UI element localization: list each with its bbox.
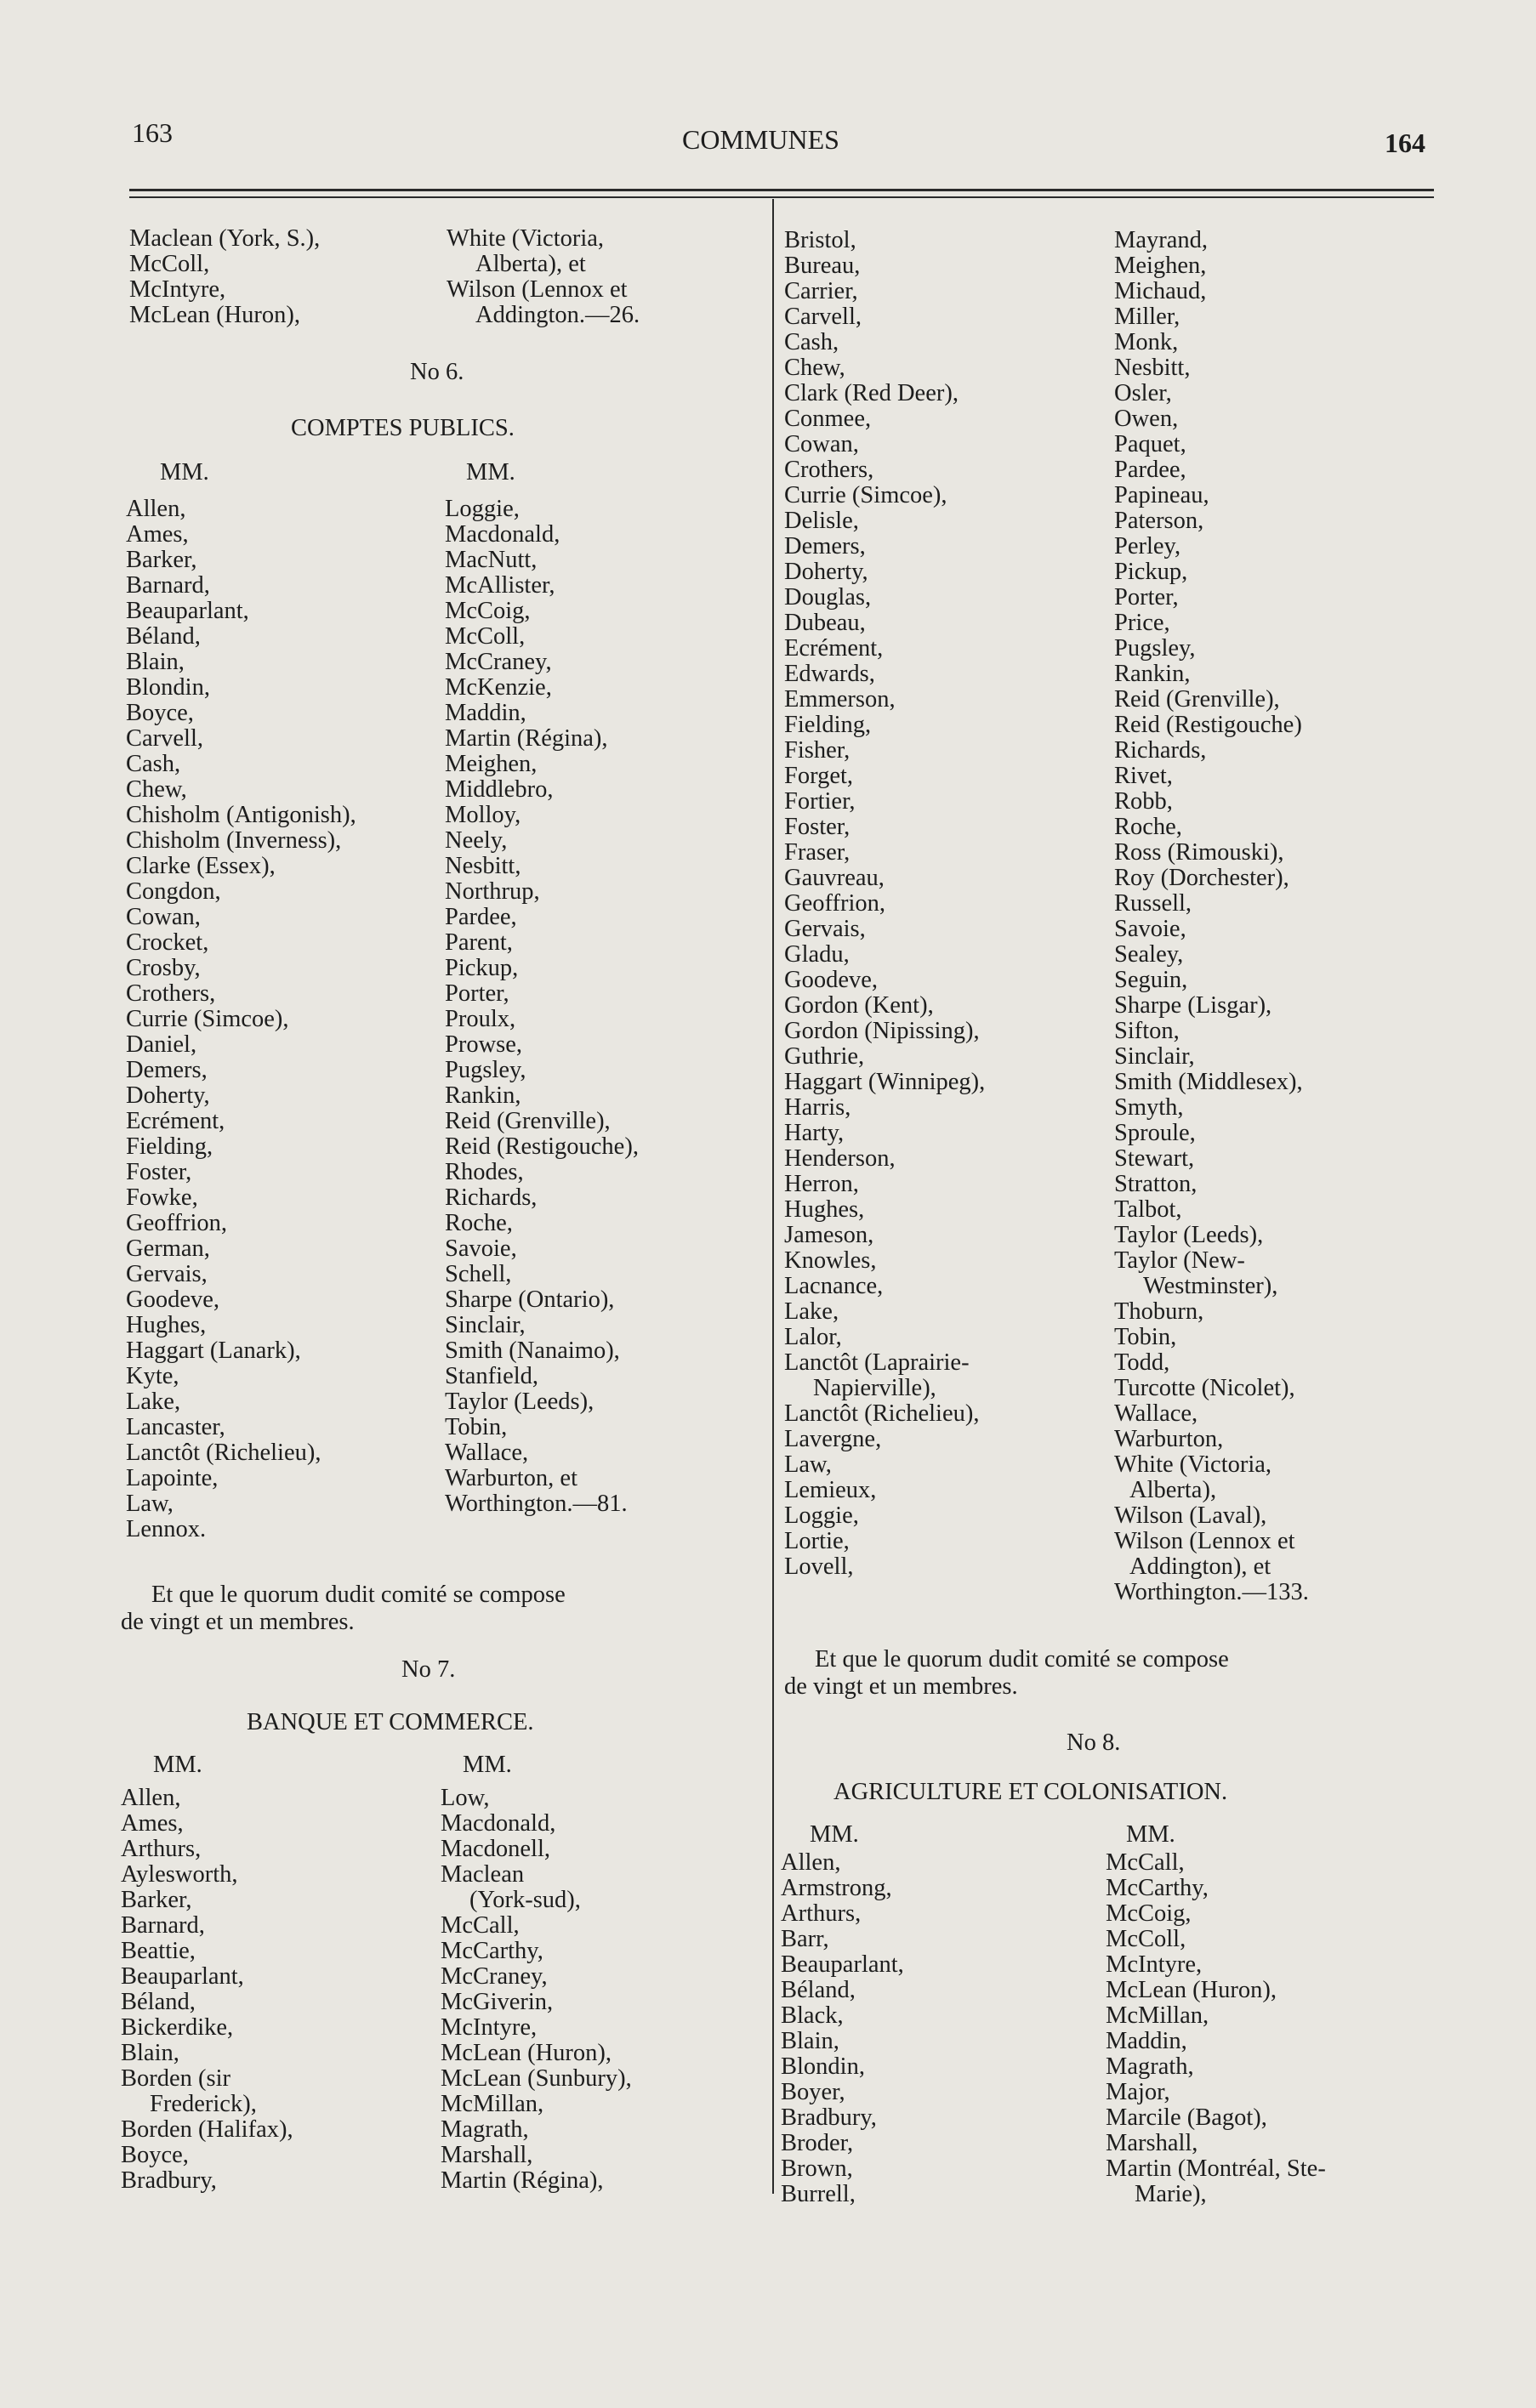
- member-name: Cash,: [784, 329, 839, 355]
- committee-title-7: BANQUE ET COMMERCE.: [247, 1709, 534, 1735]
- member-name: Fisher,: [784, 737, 850, 764]
- member-name: Delisle,: [784, 508, 859, 534]
- member-name: Hughes,: [126, 1312, 207, 1338]
- member-name: Rankin,: [445, 1082, 521, 1109]
- member-name: Fielding,: [784, 712, 872, 738]
- member-name: McCoig,: [445, 598, 531, 624]
- member-name: Taylor (Leeds),: [1114, 1222, 1264, 1248]
- member-name: Ecrément,: [784, 635, 884, 662]
- committee-number-6: No 6.: [410, 359, 464, 385]
- member-name: Lacnance,: [784, 1273, 884, 1299]
- member-name: Roche,: [445, 1210, 513, 1236]
- member-name: Talbot,: [1114, 1196, 1182, 1223]
- mm-heading: MM.: [810, 1821, 859, 1848]
- member-name: Marshall,: [1106, 2130, 1198, 2156]
- member-name: Brown,: [781, 2155, 853, 2182]
- member-name: Lovell,: [784, 1553, 854, 1580]
- member-name: Fowke,: [126, 1184, 198, 1211]
- member-name: Lortie,: [784, 1528, 850, 1554]
- member-name: Doherty,: [784, 559, 868, 585]
- member-name: Wilson (Lennox et: [447, 276, 628, 303]
- member-name: Wallace,: [445, 1440, 529, 1466]
- member-name: Chisholm (Antigonish),: [126, 802, 356, 828]
- member-name: Beattie,: [121, 1938, 196, 1964]
- member-name: Warburton, et: [445, 1465, 577, 1491]
- member-name: Pugsley,: [445, 1057, 526, 1083]
- committee-8-list-left: [781, 1850, 904, 2207]
- member-name: Paquet,: [1114, 431, 1186, 457]
- member-name: Owen,: [1114, 406, 1179, 432]
- member-name: Paterson,: [1114, 508, 1204, 534]
- member-name: Loggie,: [784, 1502, 859, 1529]
- member-name: Taylor (New-: [1114, 1247, 1245, 1274]
- member-name: Beauparlant,: [781, 1951, 904, 1978]
- page-number-left: 163: [132, 117, 173, 148]
- member-name: Foster,: [126, 1159, 192, 1185]
- member-name: McCarthy,: [441, 1938, 543, 1964]
- member-name: Proulx,: [445, 1006, 516, 1032]
- member-name: Béland,: [121, 1989, 196, 2015]
- committee-number-7: No 7.: [401, 1656, 456, 1683]
- member-name: Reid (Restigouche): [1114, 712, 1302, 738]
- continued-list-left: [129, 226, 320, 328]
- member-name: Barnard,: [126, 572, 210, 599]
- member-name: Martin (Régina),: [445, 725, 608, 752]
- member-name: McColl,: [445, 623, 526, 650]
- quorum-line: de vingt et un membres.: [784, 1673, 1018, 1700]
- member-name: Edwards,: [784, 661, 875, 687]
- member-name: Osler,: [1114, 380, 1172, 406]
- member-name: Herron,: [784, 1171, 859, 1197]
- member-name: Borden (Halifax),: [121, 2116, 293, 2143]
- member-name: Miller,: [1114, 304, 1180, 330]
- member-name: Haggart (Lanark),: [126, 1337, 301, 1364]
- member-name: Jameson,: [784, 1222, 874, 1248]
- member-name: Westminster),: [1143, 1273, 1278, 1299]
- member-name: Blondin,: [781, 2053, 865, 2080]
- member-name: McCall,: [441, 1912, 520, 1939]
- member-name: Haggart (Winnipeg),: [784, 1069, 986, 1095]
- member-name: Dubeau,: [784, 610, 866, 636]
- member-name: Ross (Rimouski),: [1114, 839, 1284, 866]
- member-name: Crothers,: [126, 980, 216, 1007]
- member-name: Taylor (Leeds),: [445, 1389, 594, 1415]
- member-name: McLean (Huron),: [1106, 1977, 1277, 2003]
- member-name: Schell,: [445, 1261, 512, 1287]
- member-name: McMillan,: [441, 2091, 544, 2117]
- member-name: McLean (Sunbury),: [441, 2065, 632, 2092]
- member-name: Addington), et: [1129, 1553, 1271, 1580]
- member-name: Lake,: [126, 1389, 181, 1415]
- member-name: Bickerdike,: [121, 2014, 234, 2041]
- member-name: Pickup,: [445, 955, 519, 981]
- mm-heading: MM.: [466, 459, 515, 486]
- member-name: McLean (Huron),: [129, 302, 301, 328]
- committee-6-list-right: [445, 497, 639, 1517]
- member-name: Monk,: [1114, 329, 1179, 355]
- member-name: Gordon (Nipissing),: [784, 1018, 980, 1044]
- member-name: Arthurs,: [121, 1836, 202, 1862]
- member-name: Lalor,: [784, 1324, 842, 1350]
- member-name: Blain,: [781, 2028, 839, 2054]
- member-name: Gervais,: [126, 1261, 208, 1287]
- member-name: Béland,: [781, 1977, 856, 2003]
- member-name: Lemieux,: [784, 1477, 877, 1503]
- member-name: Gordon (Kent),: [784, 992, 934, 1019]
- member-name: Barnard,: [121, 1912, 205, 1939]
- continued-list-left-col2: [784, 228, 985, 1580]
- member-name: Marie),: [1135, 2181, 1207, 2207]
- member-name: Low,: [441, 1785, 490, 1811]
- member-name: Meighen,: [1114, 253, 1207, 279]
- quorum-line: de vingt et un membres.: [121, 1609, 355, 1635]
- member-name: Douglas,: [784, 584, 872, 611]
- member-name: Lanctôt (Laprairie-: [784, 1349, 970, 1376]
- member-name: Smyth,: [1114, 1094, 1184, 1121]
- member-name: Worthington.—81.: [445, 1491, 628, 1517]
- member-name: (York-sud),: [469, 1887, 581, 1913]
- member-name: Sealey,: [1114, 941, 1184, 968]
- member-name: Chisholm (Inverness),: [126, 827, 342, 854]
- member-name: Gervais,: [784, 916, 866, 942]
- committee-8-list-right: [1106, 1850, 1326, 2207]
- member-name: McCall,: [1106, 1849, 1185, 1876]
- member-name: Worthington.—133.: [1114, 1579, 1309, 1605]
- member-name: Reid (Grenville),: [445, 1108, 611, 1134]
- member-name: McKenzie,: [445, 674, 552, 701]
- member-name: Carvell,: [126, 725, 204, 752]
- member-name: Currie (Simcoe),: [126, 1006, 289, 1032]
- member-name: Wilson (Lennox et: [1114, 1528, 1295, 1554]
- member-name: Smith (Nanaimo),: [445, 1337, 620, 1364]
- member-name: McIntyre,: [441, 2014, 538, 2041]
- committee-title-6: COMPTES PUBLICS.: [291, 415, 515, 441]
- member-name: Kyte,: [126, 1363, 179, 1389]
- member-name: Rivet,: [1114, 763, 1173, 789]
- member-name: Doherty,: [126, 1082, 210, 1109]
- member-name: Harty,: [784, 1120, 845, 1146]
- member-name: Clark (Red Deer),: [784, 380, 959, 406]
- member-name: Boyer,: [781, 2079, 845, 2105]
- member-name: Knowles,: [784, 1247, 877, 1274]
- member-name: Béland,: [126, 623, 201, 650]
- member-name: Harris,: [784, 1094, 851, 1121]
- member-name: White (Victoria,: [447, 225, 605, 252]
- member-name: Robb,: [1114, 788, 1173, 815]
- member-name: Bradbury,: [121, 2167, 217, 2194]
- member-name: Demers,: [126, 1057, 208, 1083]
- member-name: Carvell,: [784, 304, 862, 330]
- member-name: Roche,: [1114, 814, 1182, 840]
- member-name: Meighen,: [445, 751, 538, 777]
- member-name: Sproule,: [1114, 1120, 1196, 1146]
- member-name: Maclean: [441, 1861, 525, 1888]
- quorum-line: Et que le quorum dudit comité se compose: [815, 1646, 1229, 1673]
- member-name: Armstrong,: [781, 1875, 892, 1901]
- member-name: McColl,: [1106, 1926, 1186, 1952]
- quorum-paragraph-6: [121, 1582, 764, 1636]
- member-name: McAllister,: [445, 572, 555, 599]
- member-name: McMillan,: [1106, 2002, 1209, 2029]
- member-name: German,: [126, 1235, 210, 1262]
- header-rule-bottom: [129, 196, 1434, 198]
- member-name: Burrell,: [781, 2181, 856, 2207]
- member-name: Mayrand,: [1114, 227, 1209, 253]
- member-name: Ames,: [121, 1810, 184, 1837]
- member-name: McColl,: [129, 251, 210, 277]
- member-name: Michaud,: [1114, 278, 1207, 304]
- member-name: Borden (sir: [121, 2065, 231, 2092]
- member-name: Wilson (Laval),: [1114, 1502, 1267, 1529]
- member-name: McIntyre,: [1106, 1951, 1203, 1978]
- member-name: Barker,: [126, 547, 197, 573]
- member-name: Sharpe (Ontario),: [445, 1286, 615, 1313]
- member-name: Fortier,: [784, 788, 856, 815]
- member-name: Bradbury,: [781, 2104, 877, 2131]
- member-name: Sharpe (Lisgar),: [1114, 992, 1272, 1019]
- member-name: Gladu,: [784, 941, 850, 968]
- committee-number-8: No 8.: [1067, 1729, 1121, 1756]
- member-name: Bureau,: [784, 253, 861, 279]
- mm-heading: MM.: [153, 1752, 202, 1778]
- member-name: Tobin,: [1114, 1324, 1177, 1350]
- member-name: MacNutt,: [445, 547, 538, 573]
- member-name: Napierville),: [813, 1375, 936, 1401]
- member-name: Congdon,: [126, 878, 221, 905]
- member-name: Papineau,: [1114, 482, 1209, 508]
- member-name: Sinclair,: [445, 1312, 526, 1338]
- member-name: Stanfield,: [445, 1363, 539, 1389]
- member-name: Currie (Simcoe),: [784, 482, 947, 508]
- member-name: Sifton,: [1114, 1018, 1180, 1044]
- member-name: Broder,: [781, 2130, 854, 2156]
- member-name: Maclean (York, S.),: [129, 225, 321, 252]
- member-name: Neely,: [445, 827, 508, 854]
- member-name: Perley,: [1114, 533, 1181, 559]
- member-name: Allen,: [781, 1849, 841, 1876]
- member-name: Cash,: [126, 751, 181, 777]
- member-name: Pugsley,: [1114, 635, 1196, 662]
- member-name: Law,: [784, 1451, 832, 1478]
- member-name: Chew,: [784, 355, 845, 381]
- continued-list-right-col2: [1114, 228, 1309, 1605]
- member-name: Foster,: [784, 814, 850, 840]
- member-name: Maddin,: [445, 700, 526, 726]
- member-name: Addington.—26.: [475, 302, 640, 328]
- member-name: Carrier,: [784, 278, 858, 304]
- member-name: Major,: [1106, 2079, 1170, 2105]
- member-name: Alberta),: [1129, 1477, 1217, 1503]
- member-name: Macdonald,: [441, 1810, 556, 1837]
- member-name: Bristol,: [784, 227, 856, 253]
- member-name: Molloy,: [445, 802, 521, 828]
- member-name: Clarke (Essex),: [126, 853, 276, 879]
- member-name: McCraney,: [445, 649, 552, 675]
- member-name: Reid (Grenville),: [1114, 686, 1280, 713]
- member-name: Martin (Régina),: [441, 2167, 604, 2194]
- mm-heading: MM.: [1126, 1821, 1175, 1848]
- member-name: Martin (Montréal, Ste-: [1106, 2155, 1326, 2182]
- member-name: Beauparlant,: [126, 598, 249, 624]
- member-name: Savoie,: [1114, 916, 1186, 942]
- member-name: Lanctôt (Richelieu),: [784, 1400, 980, 1427]
- member-name: McIntyre,: [129, 276, 226, 303]
- member-name: Daniel,: [126, 1031, 197, 1058]
- member-name: Goodeve,: [126, 1286, 220, 1313]
- member-name: Warburton,: [1114, 1426, 1224, 1452]
- member-name: Lanctôt (Richelieu),: [126, 1440, 321, 1466]
- member-name: Blondin,: [126, 674, 210, 701]
- member-name: Marshall,: [441, 2142, 533, 2168]
- member-name: Lavergne,: [784, 1426, 882, 1452]
- member-name: Barker,: [121, 1887, 192, 1913]
- member-name: Maddin,: [1106, 2028, 1187, 2054]
- member-name: Stratton,: [1114, 1171, 1198, 1197]
- member-name: Richards,: [1114, 737, 1207, 764]
- member-name: Goodeve,: [784, 967, 879, 993]
- member-name: Price,: [1114, 610, 1170, 636]
- member-name: Aylesworth,: [121, 1861, 238, 1888]
- member-name: Fielding,: [126, 1133, 213, 1160]
- member-name: Forget,: [784, 763, 854, 789]
- member-name: Crosby,: [126, 955, 201, 981]
- member-name: Lake,: [784, 1298, 839, 1325]
- member-name: Blain,: [126, 649, 185, 675]
- member-name: Ecrément,: [126, 1108, 225, 1134]
- member-name: Allen,: [121, 1785, 181, 1811]
- member-name: White (Victoria,: [1114, 1451, 1272, 1478]
- member-name: Nesbitt,: [1114, 355, 1191, 381]
- member-name: Pardee,: [1114, 457, 1186, 483]
- member-name: Pardee,: [445, 904, 517, 930]
- member-name: Lapointe,: [126, 1465, 219, 1491]
- member-name: Magrath,: [1106, 2053, 1194, 2080]
- member-name: Crocket,: [126, 929, 209, 956]
- member-name: Macdonald,: [445, 521, 560, 548]
- member-name: Porter,: [1114, 584, 1179, 611]
- member-name: Roy (Dorchester),: [1114, 865, 1289, 891]
- member-name: Thoburn,: [1114, 1298, 1204, 1325]
- member-name: Northrup,: [445, 878, 540, 905]
- member-name: Stewart,: [1114, 1145, 1195, 1172]
- member-name: Todd,: [1114, 1349, 1170, 1376]
- member-name: Pickup,: [1114, 559, 1188, 585]
- quorum-line: Et que le quorum dudit comité se compose: [151, 1582, 566, 1608]
- member-name: Geoffrion,: [784, 890, 885, 917]
- member-name: McCarthy,: [1106, 1875, 1209, 1901]
- member-name: Geoffrion,: [126, 1210, 227, 1236]
- member-name: Blain,: [121, 2040, 179, 2066]
- committee-6-list-left: [126, 497, 356, 1542]
- member-name: Emmerson,: [784, 686, 896, 713]
- member-name: Macdonell,: [441, 1836, 551, 1862]
- mm-heading: MM.: [463, 1752, 512, 1778]
- member-name: Porter,: [445, 980, 509, 1007]
- member-name: Arthurs,: [781, 1900, 862, 1927]
- member-name: Beauparlant,: [121, 1963, 244, 1990]
- member-name: Ames,: [126, 521, 189, 548]
- member-name: Fraser,: [784, 839, 850, 866]
- member-name: McGiverin,: [441, 1989, 554, 2015]
- mm-heading: MM.: [160, 459, 209, 486]
- member-name: Conmee,: [784, 406, 872, 432]
- member-name: Magrath,: [441, 2116, 529, 2143]
- member-name: Wallace,: [1114, 1400, 1198, 1427]
- member-name: Middlebro,: [445, 776, 554, 803]
- committee-7-list-right: [441, 1786, 632, 2194]
- member-name: Demers,: [784, 533, 866, 559]
- member-name: Boyce,: [121, 2142, 189, 2168]
- member-name: Seguin,: [1114, 967, 1188, 993]
- member-name: Rhodes,: [445, 1159, 524, 1185]
- continued-list-right: [447, 226, 640, 328]
- member-name: Henderson,: [784, 1145, 896, 1172]
- member-name: Barr,: [781, 1926, 829, 1952]
- member-name: Frederick),: [150, 2091, 257, 2117]
- member-name: Boyce,: [126, 700, 194, 726]
- member-name: Cowan,: [784, 431, 859, 457]
- member-name: Nesbitt,: [445, 853, 521, 879]
- member-name: Smith (Middlesex),: [1114, 1069, 1303, 1095]
- member-name: Gauvreau,: [784, 865, 885, 891]
- member-name: Richards,: [445, 1184, 538, 1211]
- member-name: Rankin,: [1114, 661, 1191, 687]
- member-name: Crothers,: [784, 457, 874, 483]
- member-name: Guthrie,: [784, 1043, 865, 1070]
- member-name: Lancaster,: [126, 1414, 225, 1440]
- running-title: COMMUNES: [682, 124, 839, 155]
- page-number-right: 164: [1385, 128, 1425, 158]
- column-divider: [772, 199, 774, 2194]
- member-name: Tobin,: [445, 1414, 508, 1440]
- member-name: Chew,: [126, 776, 187, 803]
- member-name: Hughes,: [784, 1196, 865, 1223]
- member-name: Alberta), et: [475, 251, 586, 277]
- member-name: Prowse,: [445, 1031, 523, 1058]
- quorum-paragraph-right: [784, 1646, 1431, 1701]
- member-name: Marcile (Bagot),: [1106, 2104, 1267, 2131]
- member-name: Savoie,: [445, 1235, 517, 1262]
- member-name: Sinclair,: [1114, 1043, 1195, 1070]
- member-name: Parent,: [445, 929, 513, 956]
- member-name: Law,: [126, 1491, 174, 1517]
- committee-title-8: AGRICULTURE ET COLONISATION.: [833, 1779, 1228, 1805]
- member-name: McCraney,: [441, 1963, 548, 1990]
- header-rule-top: [129, 189, 1434, 191]
- member-name: Lennox.: [126, 1516, 207, 1542]
- member-name: McCoig,: [1106, 1900, 1192, 1927]
- member-name: Loggie,: [445, 496, 520, 522]
- member-name: Reid (Restigouche),: [445, 1133, 639, 1160]
- member-name: Allen,: [126, 496, 186, 522]
- member-name: Black,: [781, 2002, 844, 2029]
- committee-7-list-left: [121, 1786, 293, 2194]
- member-name: Russell,: [1114, 890, 1192, 917]
- member-name: McLean (Huron),: [441, 2040, 612, 2066]
- member-name: Cowan,: [126, 904, 201, 930]
- member-name: Turcotte (Nicolet),: [1114, 1375, 1295, 1401]
